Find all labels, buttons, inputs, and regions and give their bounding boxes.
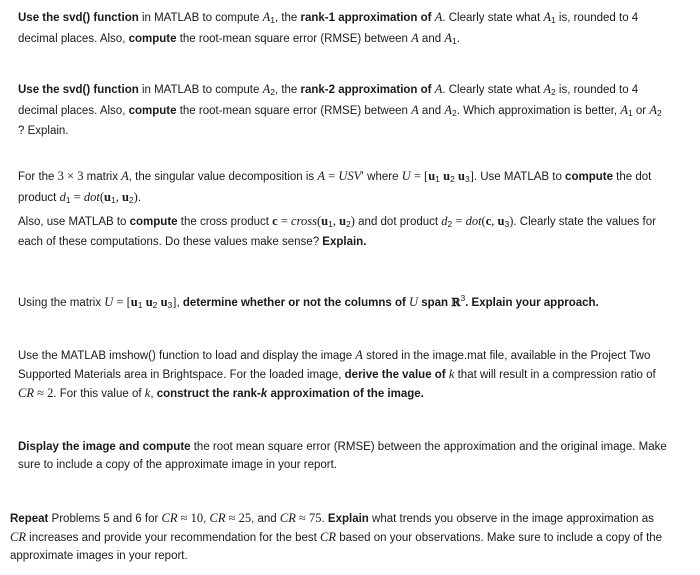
problem-5: Use the MATLAB imshow() function to load and display the image A stored in the image.mat file, available in the Project Two Supported Materials area in Brightspace. For the loaded image, derive the value of k that will result in a compression ratio of CR ≈ 2. For this value of k, construct the rank-k approximation of the image. bbox=[18, 348, 656, 400]
problem-4: Using the matrix $U = [u_1$ $u_2$ $u_3$], determine whether or not the columns of U span ℝ$^3$. Explain your approach. bbox=[18, 293, 599, 310]
problem-3: For the 3 × 3 matrix A, the singular value decomposition is A = USV′ where $U = [u_1$ $u_2$ $u_3$]. Use MATLAB to compute the dot product $d_1 = dot(u_1$, $u_2$). bbox=[18, 169, 652, 205]
problem-1: Use the svd() function in MATLAB to compute $A_1$, the rank-1 approximation of A. Clearly state what $A_1$ is, rounded to 4 decimal places. Also, compute the root-mean square error (RMSE) between A and $A_1$. bbox=[18, 10, 639, 46]
problem-7: Repeat Problems 5 and 6 for CR ≈ 10, CR ≈ 25, and CR ≈ 75. Explain what trends you observe in the image approximation as CR increases and provide your recommendation for the best CR based on your observations. Make sure to include a copy of the approximate images in your report. bbox=[10, 511, 663, 562]
problem-2: Use the svd() function in MATLAB to compute $A_2$, the rank-2 approximation of A. Clearly state what $A_2$ is, rounded to 4 decimal places. Also, compute the root-mean square error (RMSE) between A and $A_2$. Which approximation is better, $A_1$ or $A_2$ ? Explain. bbox=[18, 82, 662, 137]
problem-3-continued: Also, use MATLAB to compute the cross product $c = cross(u_1$, $u_2$) and dot product $d_2 = dot(c$, $u_3$). Clearly state the values for each of these computations. Do these values make sense? Explain. bbox=[18, 214, 656, 248]
problem-6: Display the image and compute the root mean square error (RMSE) between the approximation and the original image. Make sure to include a copy of the approximate image in your report. bbox=[18, 441, 667, 471]
